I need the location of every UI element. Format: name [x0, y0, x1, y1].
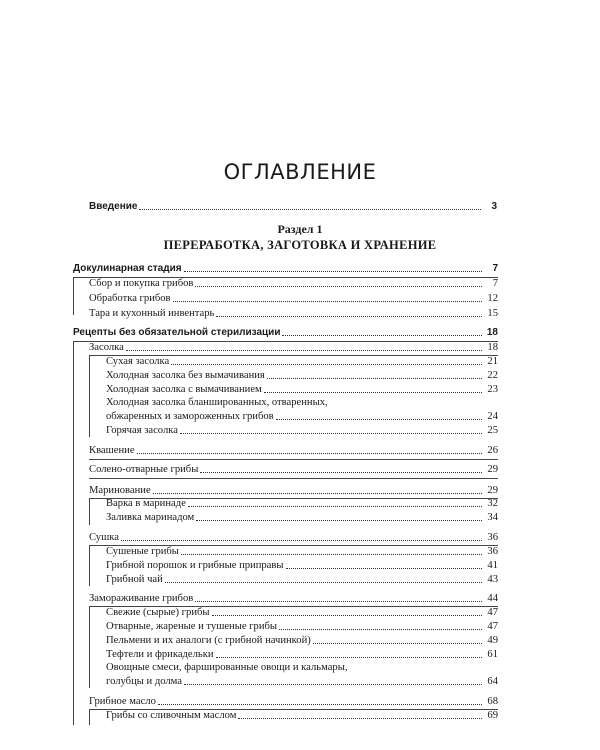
toc-label: Замораживание грибов — [89, 593, 194, 604]
toc-label: Квашение — [89, 445, 135, 456]
divider-line — [89, 478, 498, 479]
leader-dots — [264, 392, 482, 393]
leader-dots — [282, 335, 482, 336]
leader-dots — [165, 582, 482, 583]
leader-dots — [184, 684, 482, 685]
leader-dots — [180, 433, 482, 434]
toc-entry-cold-no-soak[interactable] — [106, 369, 498, 382]
bracket-line — [89, 545, 90, 586]
toc-page: 34 — [487, 512, 498, 523]
toc-entry-boiled-fried[interactable] — [106, 620, 498, 633]
leader-dots — [121, 540, 482, 541]
toc-label: Заливка маринадом — [106, 512, 195, 523]
toc-entry-hot-salting[interactable] — [106, 424, 498, 437]
toc-page: 44 — [487, 593, 498, 604]
toc-label: Свежие (сырые) грибы — [106, 607, 210, 618]
toc-entry-cold-blanched[interactable] — [106, 410, 498, 423]
toc-page: 49 — [487, 635, 498, 646]
toc-label: Маринование — [89, 485, 151, 496]
leader-dots — [181, 554, 482, 555]
toc-page: 41 — [487, 560, 498, 571]
toc-entry-tara[interactable] — [89, 307, 498, 320]
toc-entry-intro[interactable] — [89, 200, 497, 213]
leader-dots — [286, 568, 483, 569]
toc-label: Рецепты без обязательной стерилизации — [73, 327, 281, 338]
bracket-line — [89, 709, 90, 725]
leader-dots — [196, 520, 482, 521]
toc-entry-cold-soak[interactable] — [106, 383, 498, 396]
toc-page: 47 — [487, 607, 498, 618]
toc-page: 64 — [487, 676, 498, 687]
toc-entry-dried[interactable] — [106, 545, 498, 558]
toc-entry-powder[interactable] — [106, 559, 498, 572]
toc-page: 21 — [487, 356, 498, 367]
toc-entry-marinate[interactable] — [89, 484, 498, 497]
leader-dots — [212, 615, 482, 616]
page-title: ОГЛАВЛЕНИЕ — [223, 160, 377, 184]
toc-entry-fresh[interactable] — [106, 606, 498, 619]
toc-entry-vegetables[interactable] — [106, 675, 498, 688]
divider-line — [89, 459, 498, 460]
leader-dots — [139, 209, 481, 210]
toc-label: Грибное масло — [89, 696, 156, 707]
leader-dots — [137, 453, 482, 454]
leader-dots — [173, 301, 482, 302]
toc-entry-process[interactable] — [89, 292, 498, 305]
toc-label: Докулинарная стадия — [73, 263, 182, 274]
section-number: Раздел 1 — [277, 222, 323, 236]
toc-entry-buy[interactable] — [89, 277, 498, 290]
toc-page: 32 — [487, 498, 498, 509]
leader-dots — [267, 378, 482, 379]
toc-label: Отварные, жареные и тушеные грибы — [106, 621, 278, 632]
leader-dots — [200, 472, 482, 473]
toc-page: 15 — [487, 308, 498, 319]
toc-label: Сбор и покупка грибов — [89, 278, 194, 289]
toc-page: 68 — [487, 696, 498, 707]
section-title: ПЕРЕРАБОТКА, ЗАГОТОВКА И ХРАНЕНИЕ — [163, 238, 437, 252]
toc-label: Обработка грибов — [89, 293, 171, 304]
leader-dots — [158, 704, 482, 705]
toc-page: 29 — [487, 464, 498, 475]
toc-label: Тара и кухонный инвентарь — [89, 308, 215, 319]
toc-label: Холодная засолка с вымачиванием — [106, 384, 262, 395]
leader-dots — [279, 629, 482, 630]
bracket-line — [89, 606, 90, 688]
toc-entry-cook-marinade[interactable] — [106, 497, 498, 510]
toc-entry-vegetables-line1[interactable]: Овощные смеси, фаршированные овощи и кальмары, — [106, 662, 348, 673]
leader-dots — [216, 657, 482, 658]
toc-entry-zasolka[interactable] — [89, 341, 498, 354]
toc-entry-no-sterilization[interactable] — [73, 326, 498, 339]
toc-page: 7 — [492, 263, 498, 274]
leader-dots — [216, 316, 482, 317]
toc-page: 26 — [487, 445, 498, 456]
toc-page: 36 — [487, 546, 498, 557]
toc-page: 3 — [491, 201, 497, 212]
leader-dots — [313, 643, 482, 644]
toc-page: 22 — [487, 370, 498, 381]
toc-page: 36 — [487, 532, 498, 543]
toc-page: 12 — [487, 293, 498, 304]
toc-page: 61 — [487, 649, 498, 660]
toc-label: Засолка — [89, 342, 124, 353]
toc-entry-cream-butter[interactable] — [106, 709, 498, 722]
toc-entry-pelmeni[interactable] — [106, 634, 498, 647]
toc-entry-boiled-salted[interactable] — [89, 463, 498, 476]
toc-entry-pour-marinade[interactable] — [106, 511, 498, 524]
toc-page: 25 — [487, 425, 498, 436]
toc-entry-mushroom-butter[interactable] — [89, 695, 498, 708]
toc-page: 69 — [487, 710, 498, 721]
toc-entry-cold-blanched-line1[interactable]: Холодная засолка бланшированных, отваренных, — [106, 397, 328, 408]
leader-dots — [171, 364, 482, 365]
leader-dots — [238, 718, 482, 719]
leader-dots — [195, 601, 482, 602]
toc-label: Грибной чай — [106, 574, 163, 585]
toc-label: Сушка — [89, 532, 119, 543]
toc-label: Холодная засолка без вымачивания — [106, 370, 265, 381]
toc-page: 43 — [487, 574, 498, 585]
toc-page: 18 — [487, 342, 498, 353]
toc-label: Горячая засолка — [106, 425, 178, 436]
toc-label: Грибы со сливочным маслом — [106, 710, 237, 721]
toc-label: Грибной порошок и грибные приправы — [106, 560, 284, 571]
toc-page: 23 — [487, 384, 498, 395]
leader-dots — [184, 271, 482, 272]
toc-label: обжаренных и замороженных грибов — [106, 411, 274, 422]
toc-label: голубцы и долма — [106, 676, 182, 687]
toc-page: 18 — [486, 327, 498, 338]
toc-page: 47 — [487, 621, 498, 632]
toc-page: 24 — [487, 411, 498, 422]
toc-label: Тефтели и фрикадельки — [106, 649, 214, 660]
bracket-line — [73, 277, 74, 315]
leader-dots — [195, 286, 482, 287]
bracket-line — [73, 341, 74, 725]
leader-dots — [188, 506, 482, 507]
bracket-line — [89, 498, 90, 525]
leader-dots — [153, 493, 482, 494]
toc-label: Сухая засолка — [106, 356, 170, 367]
toc-label: Введение — [89, 201, 138, 212]
toc-entry-kvashenie[interactable] — [89, 444, 498, 457]
toc-entry-drying[interactable] — [89, 531, 498, 544]
toc-label: Пельмени и их аналоги (с грибной начинкой) — [106, 635, 311, 646]
toc-page: 7 — [492, 278, 498, 289]
leader-dots — [126, 350, 482, 351]
toc-entry-tea[interactable] — [106, 573, 498, 586]
toc-entry-freezing[interactable] — [89, 592, 498, 605]
toc-label: Сушеные грибы — [106, 546, 179, 557]
toc-entry-meatballs[interactable] — [106, 648, 498, 661]
toc-entry-dry-salting[interactable] — [106, 355, 498, 368]
toc-label: Солено-отварные грибы — [89, 464, 199, 475]
bracket-line — [89, 355, 90, 437]
leader-dots — [276, 419, 482, 420]
toc-label: Варка в маринаде — [106, 498, 186, 509]
toc-entry-pre-stage[interactable] — [73, 262, 498, 275]
toc-page: 29 — [487, 485, 498, 496]
